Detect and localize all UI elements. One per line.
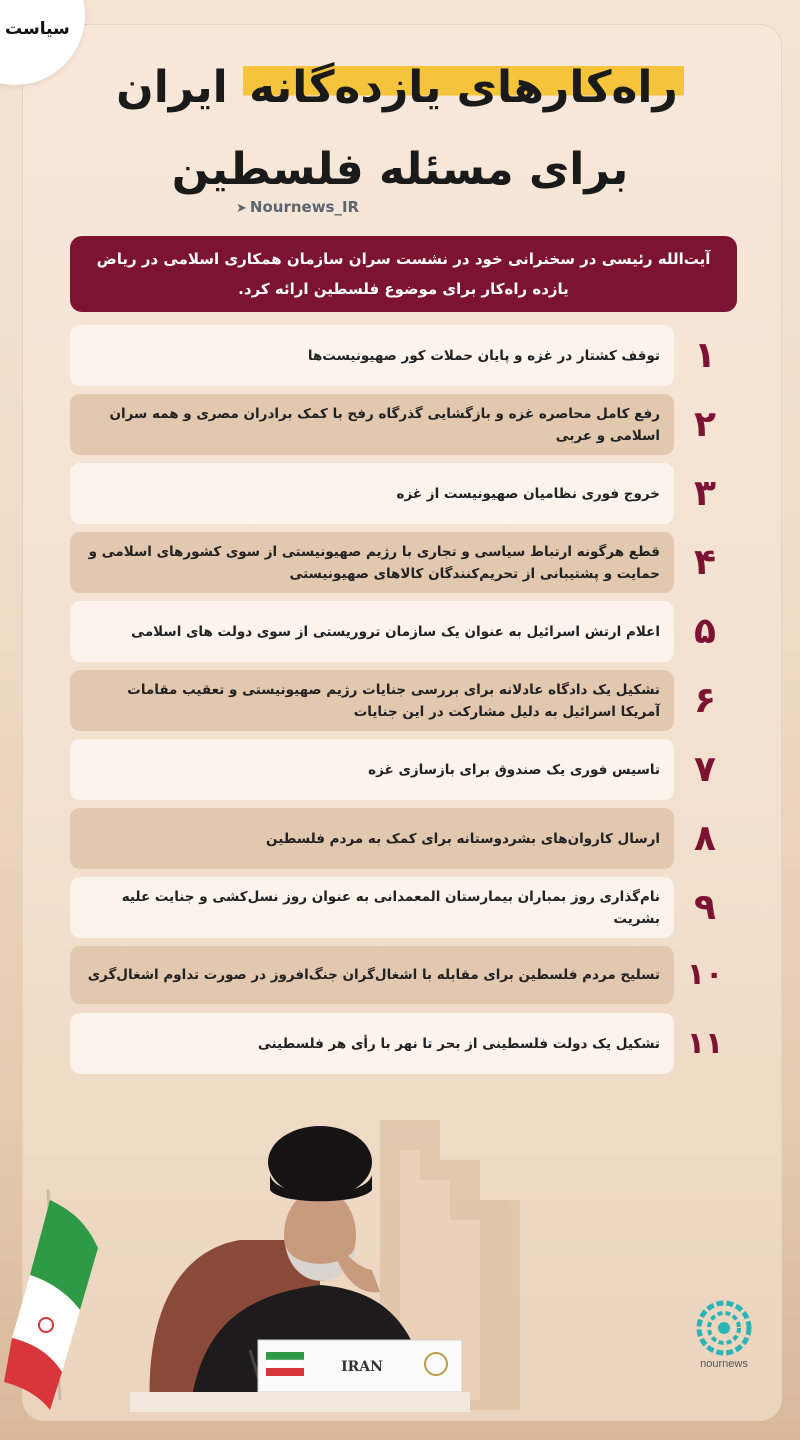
intro-banner: آیت‌الله رئیسی در سخنرانی خود در نشست سران سازمان همکاری اسلامی در ریاض یازده راه‌کار برای موضوع فلسطین ارائه کرد. xyxy=(70,236,737,312)
item-number: ۱ xyxy=(694,335,716,376)
title-rest: ایران xyxy=(116,62,228,113)
list-item: نام‌گذاری روز بمباران بیمارستان المعمدانی به عنوان روز نسل‌کشی و جنایت علیه بشریت xyxy=(70,877,674,938)
item-number: ۳ xyxy=(694,473,716,514)
list-item: ارسال کاروان‌های بشردوستانه برای کمک به مردم فلسطین xyxy=(70,808,674,869)
name-plate xyxy=(258,1340,462,1392)
list-item: تاسیس فوری یک صندوق برای بازسازی غزه xyxy=(70,739,674,800)
item-number: ۶ xyxy=(694,680,716,721)
list-item: قطع هرگونه ارتباط سیاسی و تجاری با رژیم صهیونیستی از سوی کشورهای اسلامی و حمایت و پشتیبانی از تحریم‌کنندگان کالاهای صهیونیستی xyxy=(70,532,674,593)
item-number: ۲ xyxy=(694,404,716,445)
list-item: رفع کامل محاصره غزه و بازگشایی گذرگاه رفح با کمک برادران مصری و همه سران اسلامی و عربی xyxy=(70,394,674,455)
item-number: ۷ xyxy=(694,749,716,790)
item-number: ۵ xyxy=(694,611,716,652)
speaker-photo xyxy=(0,1080,800,1440)
item-number: ۴ xyxy=(694,542,716,583)
name-plate-text: IRAN xyxy=(341,1359,383,1375)
list-item: تشکیل یک دولت فلسطینی از بحر تا نهر با رأی هر فلسطینی xyxy=(70,1013,674,1074)
list-item: اعلام ارتش اسرائیل به عنوان یک سازمان تروریستی از سوی دولت های اسلامی xyxy=(70,601,674,662)
handle-text: Nournews_IR xyxy=(249,198,360,216)
item-number: ۱۱ xyxy=(686,1026,724,1061)
nournews-logo[interactable] xyxy=(692,1300,756,1370)
conference-table xyxy=(130,1392,470,1412)
list-item: تشکیل یک دادگاه عادلانه برای بررسی جنایات رژیم صهیونیستی و تعقیب مقامات آمریکا اسرائیل به دلیل مشارکت در این جنایات xyxy=(70,670,674,731)
iran-flag-icon xyxy=(4,1190,98,1410)
item-number: ۸ xyxy=(694,818,716,859)
logo-label: nournews xyxy=(700,1358,748,1370)
nournews-logo-icon xyxy=(696,1300,752,1356)
category-label: سیاست xyxy=(5,19,70,39)
page-title-line1 xyxy=(0,58,800,118)
list-item: توقف کشتار در غزه و پایان حملات کور صهیونیست‌ها xyxy=(70,325,674,386)
telegram-icon: ➤ xyxy=(236,201,247,216)
list-item: تسلیح مردم فلسطین برای مقابله با اشغال‌گران جنگ‌افروز در صورت تداوم اشغال‌گری xyxy=(70,946,674,1004)
list-item: خروج فوری نظامیان صهیونیست از غزه xyxy=(70,463,674,524)
title-highlight: راه‌کارهای یازده‌گانه xyxy=(243,62,684,113)
source-handle[interactable] xyxy=(236,198,359,216)
item-number: ۱۰ xyxy=(686,957,724,992)
item-number: ۹ xyxy=(694,887,716,928)
page-title-line2: برای مسئله فلسطین xyxy=(171,144,629,195)
